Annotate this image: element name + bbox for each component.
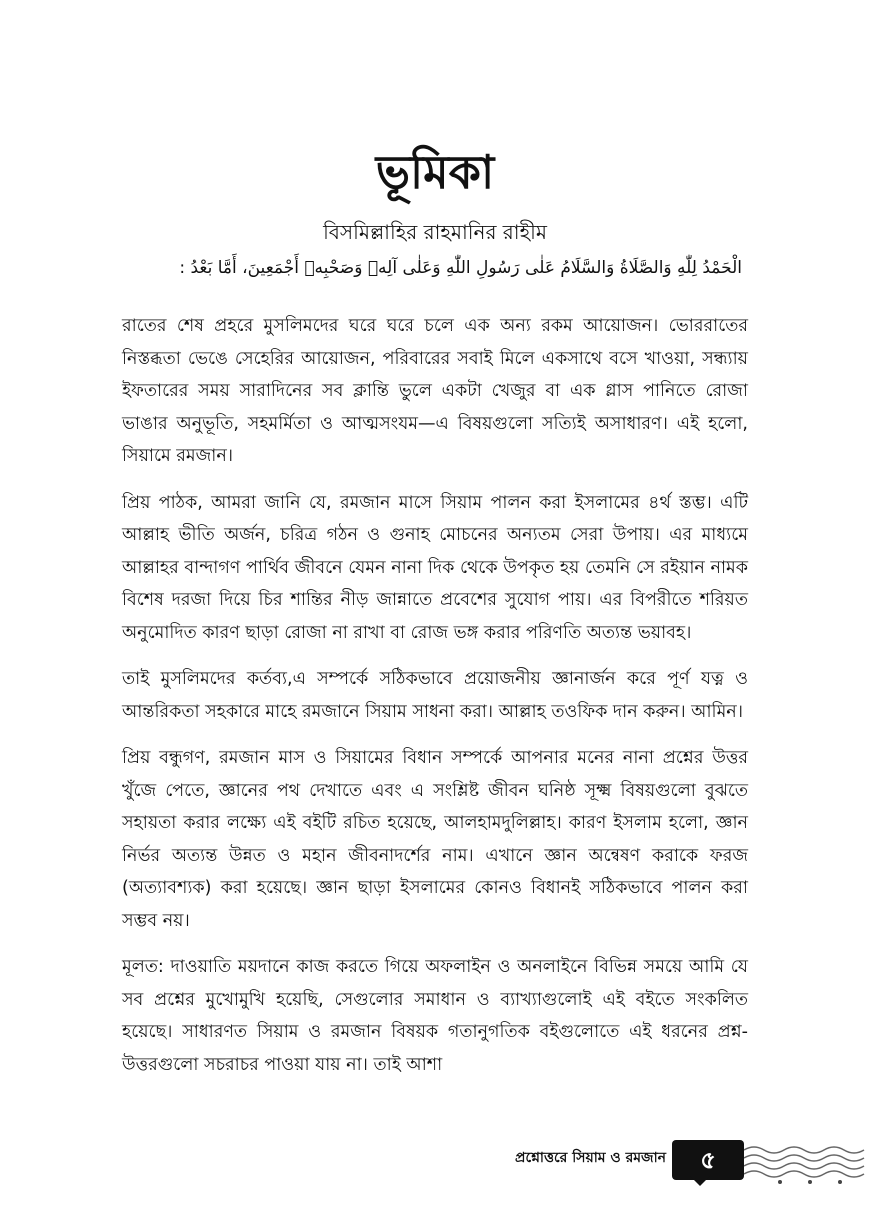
paragraph: তাই মুসলিমদের কর্তব্য,এ সম্পর্কে সঠিকভাবে প্রয়োজনীয় জ্ঞানার্জন করে পূর্ণ যত্ন ও আন্তরিকতা সহকারে মাহে রমজানে সিয়াম সাধনা করা। আল্লাহ তওফিক দান করুন। আমিন। bbox=[122, 669, 748, 722]
paragraph: প্রিয় বন্ধুগণ, রমজান মাস ও সিয়ামের বিধান সম্পর্কে আপনার মনের নানা প্রশ্নের উত্তর খুঁজে পেতে, জ্ঞানের পথ দেখাতে এবং এ সংশ্লিষ্ট জীবন ঘনিষ্ঠ সূক্ষ্ম বিষয়গুলো বুঝতে সহায়তা করার লক্ষ্যে এই বইটি রচিত হয়েছে, আলহামদুলিল্লাহ। কারণ ইসলাম হলো, জ্ঞান নির্ভর অত্যন্ত উন্নত ও মহান জীবনাদর্শের নাম। এখানে জ্ঞান অন্বেষণ করাকে ফরজ (অত্যাবশ্যক) করা হয়েছে। জ্ঞান ছাড়া ইসলামের কোনও বিধানই সঠিকভাবে পালন করা সম্ভব নয়। bbox=[122, 748, 748, 931]
paragraph: মূলত: দাওয়াতি ময়দানে কাজ করতে গিয়ে অফলাইন ও অনলাইনে বিভিন্ন সময়ে আমি যে সব প্রশ্নের মুখোমুখি হয়েছি, সেগুলোর সমাধান ও ব্যাখ্যাগুলোই এই বইতে সংকলিত হয়েছে। সাধারণত সিয়াম ও রমজান বিষয়ক গতানুগতিক বইগুলোতে এই ধরনের প্রশ্ন-উত্তরগুলো সচরাচর পাওয়া যায় না। তাই আশা bbox=[122, 957, 748, 1075]
paragraph: প্রিয় পাঠক, আমরা জানি যে, রমজান মাসে সিয়াম পালন করা ইসলামের ৪র্থ স্তম্ভ। এটি আল্লাহ ভীতি অর্জন, চরিত্র গঠন ও গুনাহ মোচনের অন্যতম সেরা উপায়। এর মাধ্যমে আল্লাহর বান্দাগণ পার্থিব জীবনে যেমন নানা দিক থেকে উপকৃত হয় তেমনি সে রইয়ান নামক বিশেষ দরজা দিয়ে চির শান্তির নীড় জান্নাতে প্রবেশের সুযোগ পায়। এর বিপরীতে শরিয়ত অনুমোদিত কারণ ছাড়া রোজা না রাখা বা রোজ ভঙ্গ করার পরিণতি অত্যন্ত ভয়াবহ। bbox=[122, 492, 748, 643]
arabic-invocation: الْحَمْدُ لِلّٰهِ وَالصَّلَاةُ وَالسَّلَامُ عَلٰى رَسُولِ اللّٰهِ وَعَلٰى آلِهٖ وَصَحْبِهٖ أَجْمَعِينَ، أَمَّا بَعْدُ : bbox=[179, 258, 742, 278]
page-title: ভূমিকা bbox=[375, 145, 495, 199]
paragraph: রাতের শেষ প্রহরে মুসলিমদের ঘরে ঘরে চলে এক অন্য রকম আয়োজন। ভোররাতের নিস্তব্ধতা ভেঙে সেহেরির আয়োজন, পরিবারের সবাই মিলে একসাথে বসে খাওয়া, সন্ধ্যায় ইফতারের সময় সারাদিনের সব ক্লান্তি ভুলে একটা খেজুর বা এক গ্লাস পানিতে রোজা ভাঙার অনুভূতি, সহমর্মিতা ও আত্মসংযম—এ বিষয়গুলো সত্যিই অসাধারণ। এই হলো, সিয়ামে রমজান। bbox=[122, 316, 748, 466]
bismillah-line: বিসমিল্লাহির রাহমানির রাহীম bbox=[323, 220, 547, 244]
wave-lines-decoration bbox=[744, 1140, 870, 1190]
body-text bbox=[122, 310, 748, 1095]
running-footer-title: প্রশ্নোত্তরে সিয়াম ও রমজান bbox=[515, 1150, 666, 1166]
badge-tail-decoration bbox=[690, 1176, 710, 1186]
page-number-badge: ৫ bbox=[672, 1140, 744, 1180]
